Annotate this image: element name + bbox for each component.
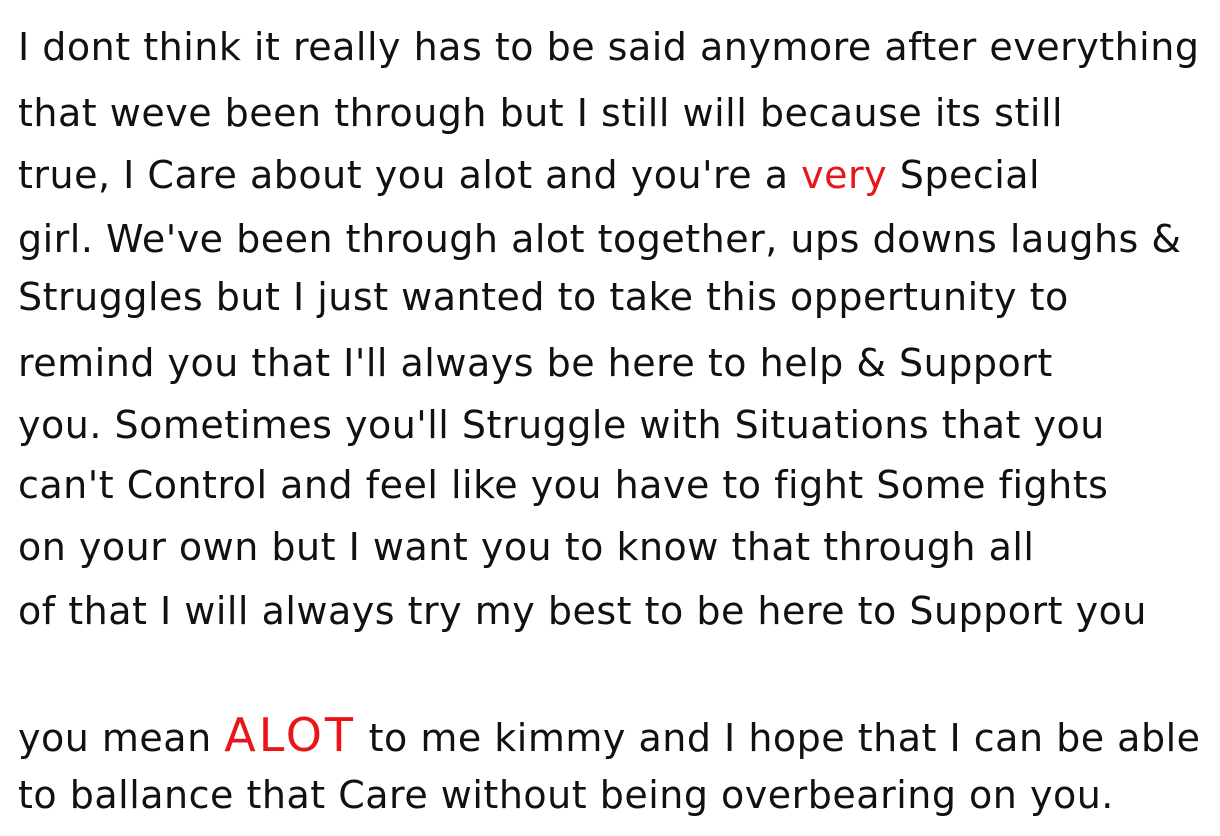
note-line-4: girl. We've been through alot together, ups downs laughs & bbox=[18, 217, 1182, 261]
note-line-3-start: true, I Care about you alot and you're a bbox=[18, 153, 802, 197]
note-line-3-end: Special bbox=[887, 153, 1041, 197]
note-line-7: you. Sometimes you'll Struggle with Situations that you bbox=[18, 403, 1105, 447]
note-line-8: can't Control and feel like you have to fight Some fights bbox=[18, 463, 1109, 507]
note-line-1: I dont think it really has to be said anymore after everything bbox=[18, 25, 1200, 69]
note-line-11 bbox=[18, 710, 1208, 760]
note-line-10: of that I will always try my best to be here to Support you bbox=[18, 589, 1147, 633]
note-line-6: remind you that I'll always be here to help & Support bbox=[18, 341, 1053, 385]
note-line-11-end: to me kimmy and I hope that I can be able bbox=[356, 716, 1201, 760]
note-line-9: on your own but I want you to know that through all bbox=[18, 525, 1035, 569]
note-line-3 bbox=[18, 150, 1208, 200]
note-line-11-start: you mean bbox=[18, 716, 225, 760]
emphasis-word-very: very bbox=[801, 153, 888, 197]
emphasis-word-alot: ALOT bbox=[224, 708, 357, 762]
note-line-2: that weve been through but I still will because its still bbox=[18, 91, 1064, 135]
note-line-12: to ballance that Care without being overbearing on you. bbox=[18, 773, 1114, 817]
note-line-5: Struggles but I just wanted to take this oppertunity to bbox=[18, 275, 1069, 319]
